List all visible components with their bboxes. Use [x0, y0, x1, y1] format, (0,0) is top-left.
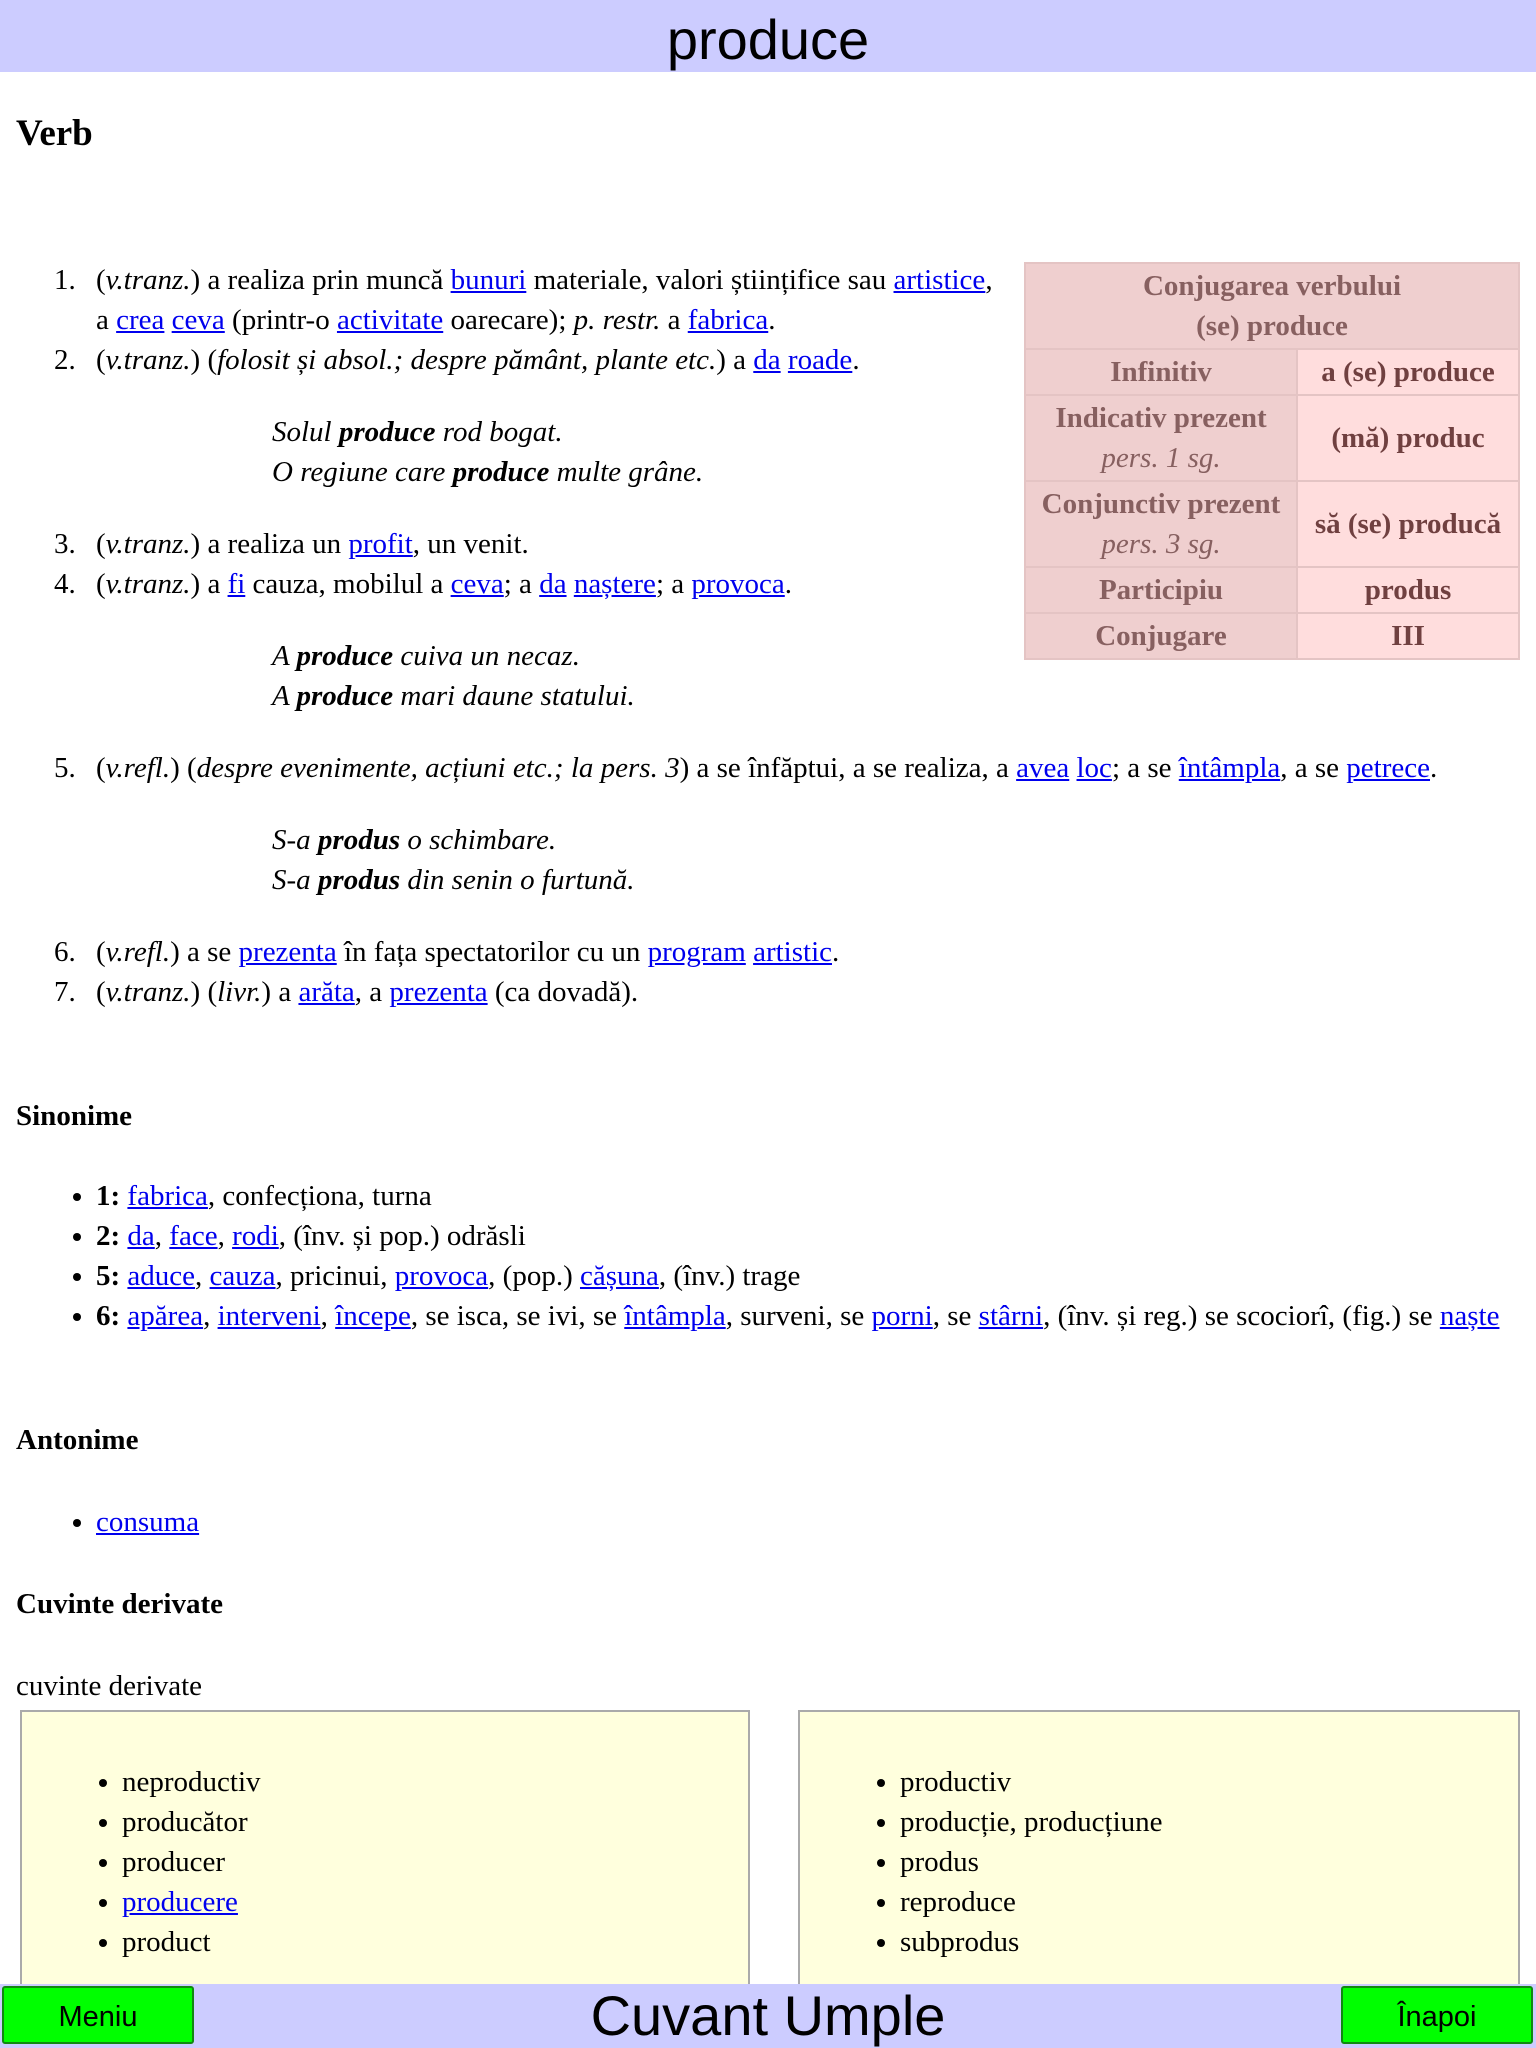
derived-words-list — [800, 1762, 1518, 1962]
word-link[interactable]: naștere — [573, 568, 656, 600]
derived-word: • neproductiv — [122, 1762, 748, 1802]
derived-words-box-right — [798, 1710, 1520, 1984]
word-link[interactable]: artistic — [753, 936, 832, 968]
word-link[interactable]: rodi — [232, 1220, 279, 1252]
definition-item: 4. (v.tranz.) a fi cauza, mobilul a ceva; a da naștere; a provoca. A produce cuiva un necaz. A produce mari daune statului. — [0, 564, 1536, 716]
synonym-item: • 6: apărea, interveni, începe, se isca, se ivi, se întâmpla, surveni, se porni, se stârni, (înv. și reg.) se scociorî, (fig.) se naște — [96, 1296, 1516, 1336]
word-link[interactable]: începe — [335, 1300, 411, 1332]
definition-item: 3. (v.tranz.) a realiza un profit, un venit. — [54, 528, 529, 560]
conjugation-value: să (se) producă — [1297, 481, 1519, 567]
word-link[interactable]: cauza — [209, 1260, 276, 1292]
word-link[interactable]: activitate — [336, 304, 444, 336]
content-area[interactable] — [0, 72, 1536, 1984]
word-link[interactable]: provoca — [394, 1260, 489, 1292]
derived-words-box-left — [20, 1710, 750, 1984]
conjugation-label: Infinitiv — [1025, 349, 1297, 395]
derived-word: • producție, producțiune — [900, 1802, 1518, 1842]
app-title: Cuvant Umple — [590, 1984, 946, 2047]
word-link[interactable]: stârni — [978, 1300, 1044, 1332]
synonyms-list — [0, 1176, 1536, 1336]
word-link[interactable]: fabrica — [127, 1180, 208, 1212]
menu-button[interactable]: Meniu — [2, 1986, 194, 2044]
bottom-bar — [0, 1984, 1536, 2048]
word-link[interactable]: profit — [348, 528, 413, 560]
conjugation-label: Indicativ prezent pers. 1 sg. — [1025, 395, 1297, 481]
word-link[interactable]: program — [647, 936, 746, 968]
definition-item: 2. (v.tranz.) (folosit și absol.; despre pământ, plante etc.) a da roade. Solul produce rod bogat. O regiune care produce multe grâne. — [0, 340, 1536, 492]
derived-word — [122, 1882, 748, 1922]
definition-item: 7. (v.tranz.) (livr.) a arăta, a prezenta (ca dovadă). — [54, 976, 639, 1008]
conjugation-value: III — [1297, 613, 1519, 659]
antonyms-heading: Antonime — [16, 1424, 139, 1456]
word-link[interactable]: întâmpla — [1178, 752, 1281, 784]
conjugation-label: Participiu — [1025, 567, 1297, 613]
derived-subtitle: cuvinte derivate — [16, 1670, 202, 1702]
word-link[interactable]: arăta — [298, 976, 355, 1008]
conjugation-label: Conjugare — [1025, 613, 1297, 659]
part-of-speech-heading: Verb — [16, 113, 93, 154]
usage-examples: A produce cuiva un necaz. A produce mari daune statului. — [272, 640, 635, 712]
antonym-item — [96, 1502, 1516, 1542]
derived-word: • reproduce — [900, 1882, 1518, 1922]
word-link[interactable]: prezenta — [238, 936, 337, 968]
word-link[interactable]: cășuna — [579, 1260, 659, 1292]
word-link[interactable]: interveni — [217, 1300, 321, 1332]
word-link[interactable]: crea — [116, 304, 165, 336]
word-link[interactable]: producere — [122, 1886, 238, 1918]
definition-item: 5. (v.refl.) (despre evenimente, acțiuni etc.; la pers. 3) a se înfăptui, a se realiza, a avea loc; a se întâmpla, a se petrece. S-a produs o schimbare. S-a produs din senin o furtună. — [0, 748, 1536, 900]
page-title: produce — [666, 8, 870, 71]
word-link[interactable]: roade — [787, 344, 853, 376]
word-link[interactable]: porni — [871, 1300, 933, 1332]
word-link[interactable]: naște — [1439, 1300, 1500, 1332]
word-link[interactable]: petrece — [1346, 752, 1430, 784]
top-bar — [0, 0, 1536, 72]
word-link[interactable]: artistice — [893, 264, 986, 296]
word-link[interactable]: face — [169, 1220, 218, 1252]
word-link[interactable]: fi — [227, 568, 246, 600]
word-link[interactable]: provoca — [691, 568, 785, 600]
word-link[interactable]: prezenta — [389, 976, 488, 1008]
derived-word: • product — [122, 1922, 748, 1962]
word-link[interactable]: loc — [1076, 752, 1112, 784]
definitions-list — [0, 260, 1536, 1012]
back-button[interactable]: Înapoi — [1341, 1986, 1533, 2044]
word-link[interactable]: da — [127, 1220, 155, 1252]
antonyms-list — [0, 1502, 1536, 1542]
derived-word: • produs — [900, 1842, 1518, 1882]
conjugation-value: (mă) produc — [1297, 395, 1519, 481]
word-link[interactable]: avea — [1016, 752, 1070, 784]
synonym-item: • 1: fabrica, confecționa, turna — [96, 1176, 1516, 1216]
definition-item: 6. (v.refl.) a se prezenta în fața spectatorilor cu un program artistic. — [54, 936, 840, 968]
usage-examples: Solul produce rod bogat. O regiune care produce multe grâne. — [272, 416, 704, 488]
synonym-item: • 2: da, face, rodi, (înv. și pop.) odrăsli — [96, 1216, 1516, 1256]
synonyms-heading: Sinonime — [16, 1100, 133, 1132]
conjugation-value: a (se) produce — [1297, 349, 1519, 395]
conjugation-heading: Conjugarea verbului (se) produce — [1025, 263, 1519, 349]
derived-word: • subprodus — [900, 1922, 1518, 1962]
synonym-item: • 5: aduce, cauza, pricinui, provoca, (pop.) cășuna, (înv.) trage — [96, 1256, 1516, 1296]
derived-heading: Cuvinte derivate — [16, 1588, 223, 1620]
word-link[interactable]: întâmpla — [624, 1300, 726, 1332]
word-link[interactable]: ceva — [450, 568, 504, 600]
word-link[interactable]: da — [539, 568, 567, 600]
derived-words-list — [22, 1762, 748, 1962]
derived-word: • productiv — [900, 1762, 1518, 1802]
conjugation-label: Conjunctiv prezent pers. 3 sg. — [1025, 481, 1297, 567]
word-link[interactable]: bunuri — [450, 264, 527, 296]
derived-word: • producător — [122, 1802, 748, 1842]
word-link[interactable]: aduce — [127, 1260, 196, 1292]
word-link[interactable]: da — [753, 344, 781, 376]
usage-examples: S-a produs o schimbare. S-a produs din senin o furtună. — [272, 824, 635, 896]
word-link[interactable]: consuma — [96, 1506, 200, 1538]
word-link[interactable]: fabrica — [687, 304, 769, 336]
conjugation-value: produs — [1297, 567, 1519, 613]
word-link[interactable]: ceva — [171, 304, 225, 336]
definition-item: 1. (v.tranz.) a realiza prin muncă bunuri materiale, valori științifice sau artistice, a crea ceva (printr-o activitate oarecare); p. restr. a fabrica. — [54, 264, 993, 336]
word-link[interactable]: apărea — [127, 1300, 204, 1332]
derived-word: • producer — [122, 1842, 748, 1882]
